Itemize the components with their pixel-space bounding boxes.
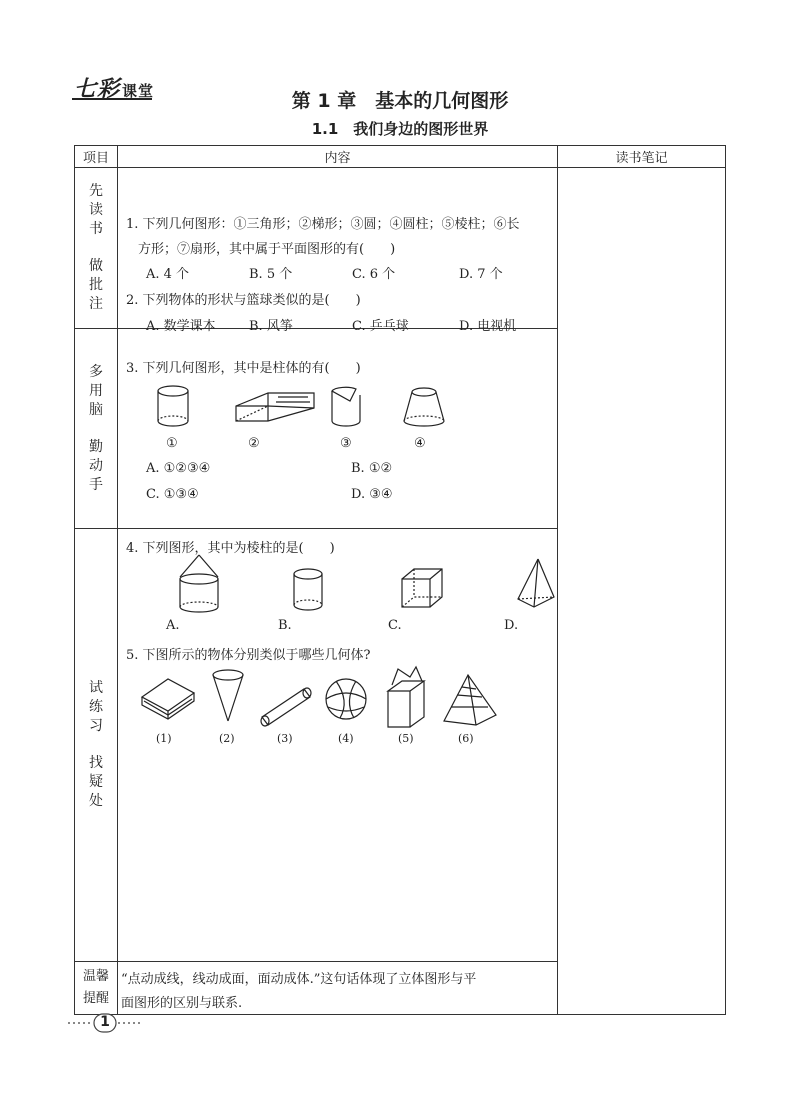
column-header-item: 项目 <box>75 146 118 168</box>
option-d: D. ③④ <box>351 487 393 502</box>
column-header-content: 内容 <box>118 146 558 168</box>
question-1-line-2: 方形；⑦扇形，其中属于平面图形的有( ) <box>138 242 396 257</box>
row-label-tip <box>75 962 118 1015</box>
cube-figure <box>402 569 442 607</box>
content-cell-exercise <box>118 529 558 962</box>
row-label-exercise <box>75 529 118 962</box>
option-b: B. ①② <box>351 461 393 476</box>
page-number: 1 <box>100 1014 110 1030</box>
figure-label: ④ <box>414 436 426 451</box>
option-b: B. 5 个 <box>249 267 293 282</box>
tip-line-1: “点动成线，线动成面，面动成体.”这句话体现了立体图形与平 <box>121 972 477 987</box>
option-c: C. ①③④ <box>146 487 199 502</box>
cone-figure <box>213 670 243 721</box>
option-c-label: C. <box>388 618 402 633</box>
option-a: A. 4 个 <box>146 267 190 282</box>
cut-cylinder-figure <box>332 387 360 426</box>
table-header-row <box>75 146 726 168</box>
figure-label: (1) <box>156 732 172 745</box>
option-d-label: D. <box>504 618 519 633</box>
chapter-title: 第 1 章 基本的几何图形 <box>291 90 509 112</box>
figure-label: (5) <box>398 732 414 745</box>
tip-content-cell <box>118 962 558 1015</box>
cylinder-figure <box>294 569 322 610</box>
row-label-top: 试练习 <box>89 680 103 734</box>
option-c: C. 乒乓球 <box>352 319 409 334</box>
option-c: C. 6 个 <box>352 267 396 282</box>
basketball-figure <box>326 679 366 719</box>
figure-label: (4) <box>338 732 354 745</box>
figure-label: (2) <box>219 732 235 745</box>
layered-pyramid-figure <box>444 675 496 725</box>
triangular-prism-figure <box>236 393 314 421</box>
row-label-preread <box>75 168 118 329</box>
figure-label: ② <box>248 436 260 451</box>
worksheet-table <box>74 145 726 1015</box>
figure-label: (6) <box>458 732 474 745</box>
question-1-line-1: 1. 下列几何图形：①三角形；②梯形；③圆；④圆柱；⑤棱柱；⑥长 <box>126 217 520 232</box>
table-row <box>75 168 726 329</box>
tip-line-2: 面图形的区别与联系. <box>121 996 243 1011</box>
option-b: B. 风筝 <box>249 319 293 334</box>
question-4-line: 4. 下列图形，其中为棱柱的是( ) <box>126 541 335 556</box>
cone-on-cylinder-figure <box>178 555 220 612</box>
logo-sub-text: 课堂 <box>122 82 155 100</box>
row-label-bottom: 勤动手 <box>89 438 103 493</box>
row-label-bottom: 做批注 <box>89 258 103 312</box>
row-label-bottom: 找疑处 <box>89 755 103 809</box>
pyramid-figure <box>518 559 554 607</box>
figure-label: ③ <box>340 436 352 451</box>
figure-label: ① <box>166 436 178 451</box>
row-label-practice <box>75 329 118 529</box>
option-a: A. 数学课本 <box>146 319 216 334</box>
stacked-boards-figure <box>142 679 194 719</box>
section-title: 1.1 我们身边的图形世界 <box>311 120 489 138</box>
content-cell-practice <box>118 329 558 529</box>
rolled-tube-figure <box>261 688 311 726</box>
row-label-top: 先读书 <box>89 183 103 237</box>
row-label-top: 多用脑 <box>89 363 103 418</box>
option-d: D. 7 个 <box>459 267 503 282</box>
reading-notes-cell <box>558 168 726 1015</box>
question-2-line: 2. 下列物体的形状与篮球类似的是( ) <box>126 293 361 308</box>
column-header-notes: 读书笔记 <box>558 146 726 168</box>
content-cell-preread <box>118 168 558 334</box>
option-d: D. 电视机 <box>459 319 517 334</box>
tip-label: 温馨提醒 <box>82 969 109 1006</box>
solid-figures-q4-q5 <box>118 529 558 962</box>
frustum-figure <box>404 388 444 426</box>
option-a-label: A. <box>166 618 180 633</box>
question-5-line: 5. 下图所示的物体分别类似于哪些几何体? <box>126 648 371 663</box>
logo-main-text: 七彩 <box>74 76 121 102</box>
option-b-label: B. <box>278 618 292 633</box>
cylinder-figure <box>158 386 188 426</box>
carton-figure <box>388 667 424 727</box>
option-a: A. ①②③④ <box>146 461 211 476</box>
figure-label: (3) <box>277 732 293 745</box>
question-3-line: 3. 下列几何图形，其中是柱体的有( ) <box>126 361 361 376</box>
